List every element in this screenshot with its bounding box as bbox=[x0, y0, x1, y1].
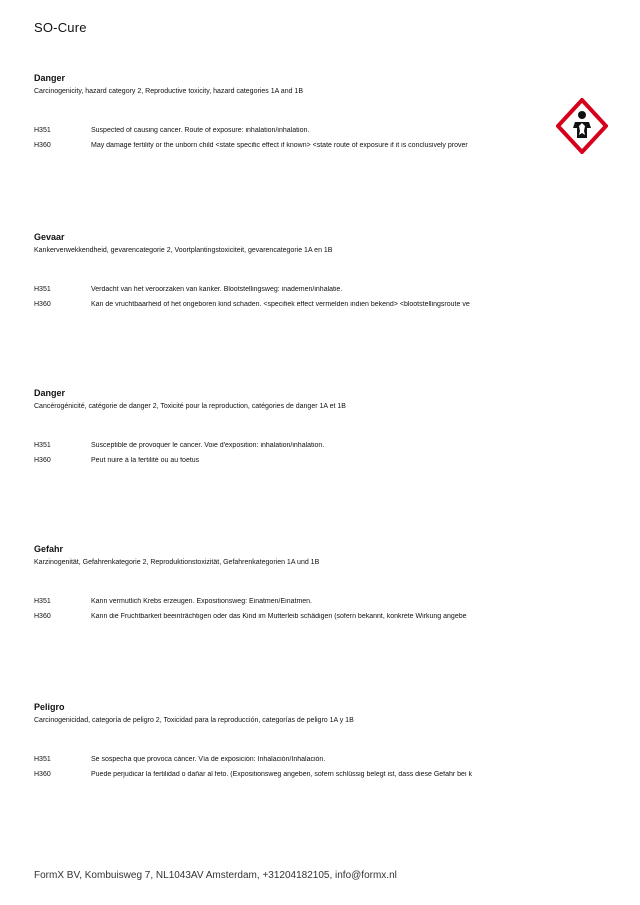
hazard-statements bbox=[34, 752, 539, 782]
signal-word: Gefahr bbox=[34, 544, 64, 554]
hazard-section-fr bbox=[34, 388, 554, 464]
hazard-code: H360 bbox=[34, 613, 51, 620]
hazard-section-es bbox=[34, 702, 554, 778]
hazard-statement-row bbox=[34, 767, 539, 782]
hazard-code: H351 bbox=[34, 598, 51, 605]
hazard-text: Susceptible de provoquer le cancer. Voie d'exposition: inhalation/inhalation. bbox=[91, 442, 325, 449]
hazard-statement-row bbox=[34, 594, 539, 609]
hazard-text: Puede perjudicar la fertilidad o dañar al feto. (Expositionsweg angeben, sofern schlüssig belegt ist, dass diese Gefahr bei k bbox=[91, 771, 472, 778]
hazard-text: Suspected of causing cancer. Route of exposure: inhalation/inhalation. bbox=[91, 127, 310, 134]
hazard-statement-row bbox=[34, 297, 539, 312]
health-hazard-icon bbox=[556, 98, 608, 154]
hazard-code: H360 bbox=[34, 771, 51, 778]
hazard-text: Peut nuire à la fertilité ou au foetus bbox=[91, 457, 200, 464]
hazard-section-de bbox=[34, 544, 554, 620]
hazard-code: H360 bbox=[34, 457, 51, 464]
hazard-statements bbox=[34, 438, 539, 468]
hazard-statement-row bbox=[34, 752, 539, 767]
hazard-classification: Kankerverwekkendheid, gevarencategorie 2, Voortplantingstoxiciteit, gevarencategorie 1A en 1B bbox=[34, 247, 333, 254]
hazard-classification: Carcinogenicidad, categoría de peligro 2, Toxicidad para la reproducción, categorías de peligro 1A y 1B bbox=[34, 717, 354, 724]
hazard-code: H360 bbox=[34, 301, 51, 308]
hazard-text: Se sospecha que provoca cáncer. Vía de exposición: Inhalación/Inhalación. bbox=[91, 756, 326, 763]
hazard-statements bbox=[34, 594, 539, 624]
hazard-text: Kann vermutlich Krebs erzeugen. Expositionsweg: Einatmen/Einatmen. bbox=[91, 598, 313, 605]
hazard-code: H351 bbox=[34, 442, 51, 449]
hazard-code: H360 bbox=[34, 142, 51, 149]
signal-word: Danger bbox=[34, 388, 66, 398]
hazard-code: H351 bbox=[34, 127, 51, 134]
document-title: SO-Cure bbox=[34, 20, 87, 35]
hazard-statement-row bbox=[34, 138, 539, 153]
company-footer: FormX BV, Kombuisweg 7, NL1043AV Amsterdam, +31204182105, info@formx.nl bbox=[34, 870, 397, 881]
hazard-statement-row bbox=[34, 609, 539, 624]
hazard-text: May damage fertility or the unborn child <state specific effect if known> <state route of exposure if it is conclusively prover bbox=[91, 142, 468, 149]
hazard-text: Verdacht van het veroorzaken van kanker. Blootstellingsweg: inademen/inhalatie. bbox=[91, 286, 343, 293]
signal-word: Peligro bbox=[34, 702, 65, 712]
hazard-code: H351 bbox=[34, 286, 51, 293]
hazard-statement-row bbox=[34, 453, 539, 468]
hazard-statements bbox=[34, 282, 539, 312]
hazard-classification: Karzinogenität, Gefahrenkategorie 2, Reproduktionstoxizität, Gefahrenkategorien 1A und 1B bbox=[34, 559, 320, 566]
hazard-statement-row bbox=[34, 123, 539, 138]
hazard-text: Kan de vruchtbaarheid of het ongeboren kind schaden. <specifiek effect vermelden indien bekend> <blootstellingsroute ve bbox=[91, 301, 470, 308]
hazard-statements bbox=[34, 123, 539, 153]
hazard-statement-row bbox=[34, 282, 539, 297]
signal-word: Gevaar bbox=[34, 232, 65, 242]
hazard-statement-row bbox=[34, 438, 539, 453]
hazard-code: H351 bbox=[34, 756, 51, 763]
hazard-classification: Cancérogénicité, catégorie de danger 2, Toxicité pour la reproduction, catégories de danger 1A et 1B bbox=[34, 403, 346, 410]
hazard-classification: Carcinogenicity, hazard category 2, Reproductive toxicity, hazard categories 1A and 1B bbox=[34, 88, 303, 95]
hazard-text: Kann die Fruchtbarkeit beeinträchtigen oder das Kind im Mutterleib schädigen (sofern bekannt, konkrete Wirkung angebe bbox=[91, 613, 467, 620]
signal-word: Danger bbox=[34, 73, 66, 83]
hazard-section-en bbox=[34, 73, 554, 149]
hazard-section-nl bbox=[34, 232, 554, 308]
